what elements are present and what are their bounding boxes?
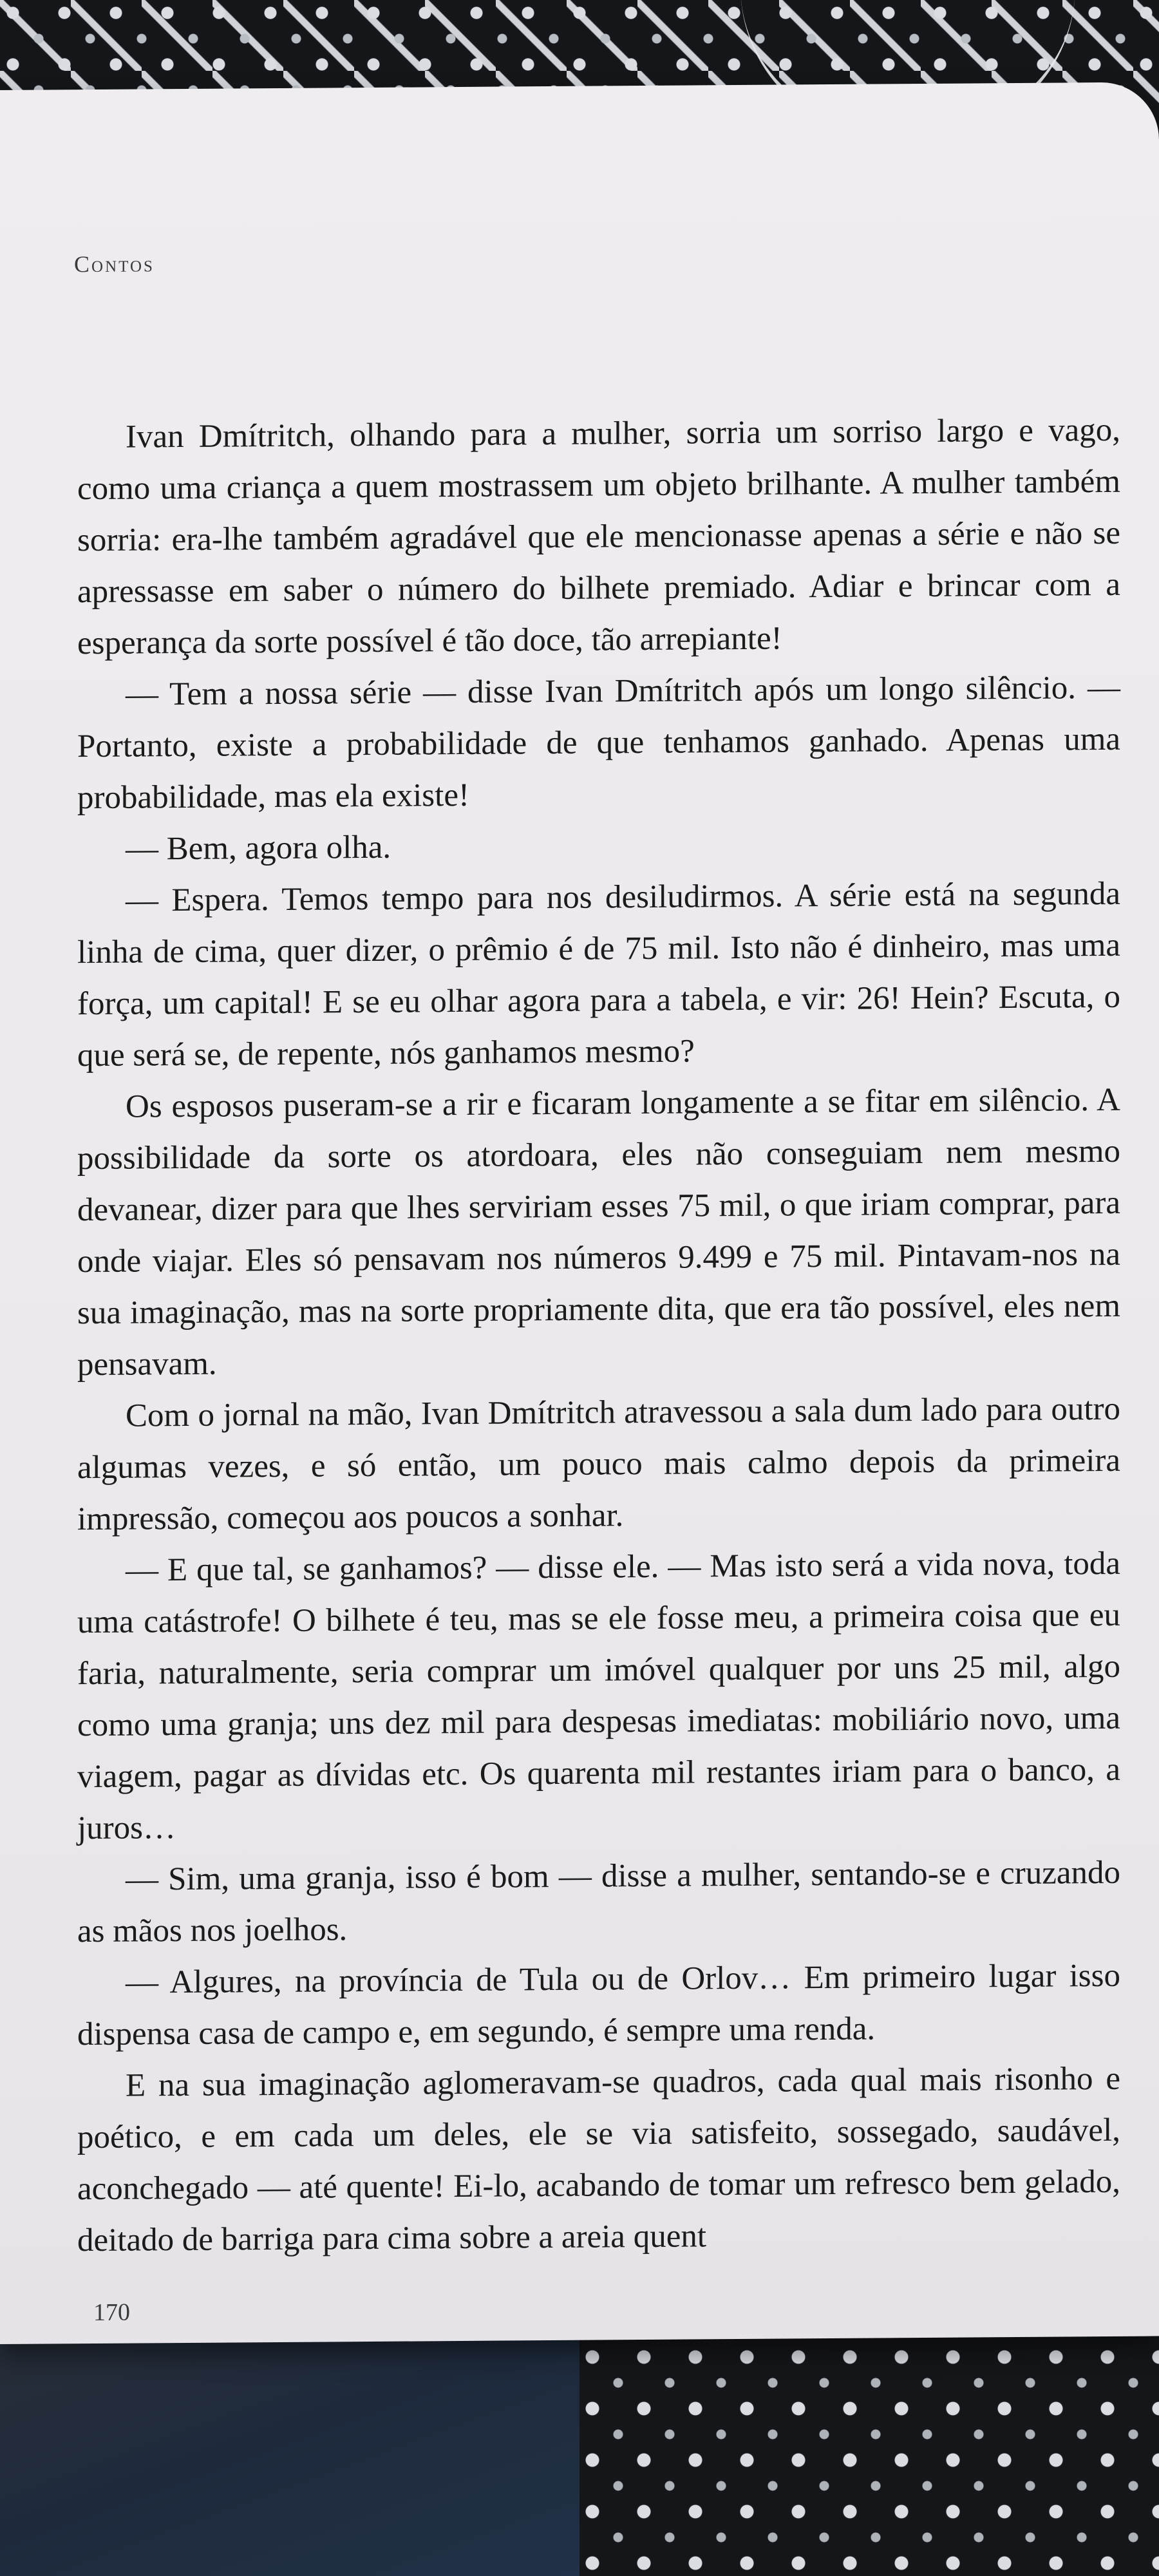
paragraph: — Tem a nossa série — disse Ivan Dmítritch após um longo silêncio. — Portanto, existe a probabilidade de que tenhamos ganhado. Apenas uma probabilidade, mas ela existe! — [77, 669, 1120, 817]
paragraph: — Sim, uma granja, isso é bom — disse a mulher, sentando-se e cruzando as mãos nos joelhos. — [77, 1854, 1120, 1950]
paragraph: — Algures, na província de Tula ou de Orlov… Em primeiro lugar isso dispensa casa de campo e, em segundo, é sempre uma renda. — [77, 1957, 1120, 2053]
paragraph: — E que tal, se ganhamos? — disse ele. — Mas isto será a vida nova, toda uma catástrofe! O bilhete é teu, mas se ele fosse meu, a primeira coisa que eu faria, naturalmente, seria comprar um imóvel qualquer por uns 25 mil, algo como uma granja; uns dez mil para despesas imediatas: mobiliário novo, uma viagem, pagar as dívidas etc. Os quarenta mil restantes iriam para o banco, a juros… — [77, 1545, 1120, 1847]
page-text — [77, 404, 1120, 2266]
book-page — [0, 82, 1159, 2344]
paragraph: — Espera. Temos tempo para nos desiludirmos. A série está na segunda linha de cima, quer dizer, o prêmio é de 75 mil. Isto não é dinheiro, mas uma força, um capital! E se eu olhar agora para a tabela, e vir: 26! Hein? Escuta, o que será se, de repente, nós ganhamos mesmo? — [77, 875, 1120, 1074]
paragraph: Os esposos puseram-se a rir e ficaram longamente a se fitar em silêncio. A possibilidade da sorte os atordoara, eles não conseguiam nem mesmo devanear, dizer para que lhes serviriam esses 75 mil, o que iriam comprar, para onde viajar. Eles só pensavam nos números 9.499 e 75 mil. Pintavam-nos na sua imaginação, mas na sorte propriamente dita, que era tão possível, eles nem pensavam. — [77, 1081, 1120, 1383]
running-head: Contos — [74, 251, 155, 278]
page-number: 170 — [93, 2298, 130, 2326]
paragraph: — Bem, agora olha. — [126, 829, 391, 867]
paragraph: Com o jornal na mão, Ivan Dmítritch atravessou a sala dum lado para outro algumas vezes, e só então, um pouco mais calmo depois da primeira impressão, começou aos poucos a sonhar. — [77, 1390, 1120, 1538]
paragraph: Ivan Dmítritch, olhando para a mulher, sorria um sorriso largo e vago, como uma criança a quem mostrassem um objeto brilhante. A mulher também sorria: era-lhe também agradável que ele mencionasse apenas a série e não se apressasse em saber o número do bilhete premiado. Adiar e brincar com a esperança da sorte possível é tão doce, tão arrepiante! — [77, 412, 1120, 662]
paragraph: E na sua imaginação aglomeravam-se quadros, cada qual mais risonho e poético, e em cada um deles, ele se via satisfeito, sossegado, saudável, aconchegado — até quente! Ei-lo, acabando de tomar um refresco bem gelado, deitado de barriga para cima sobre a areia quent — [77, 2060, 1120, 2259]
